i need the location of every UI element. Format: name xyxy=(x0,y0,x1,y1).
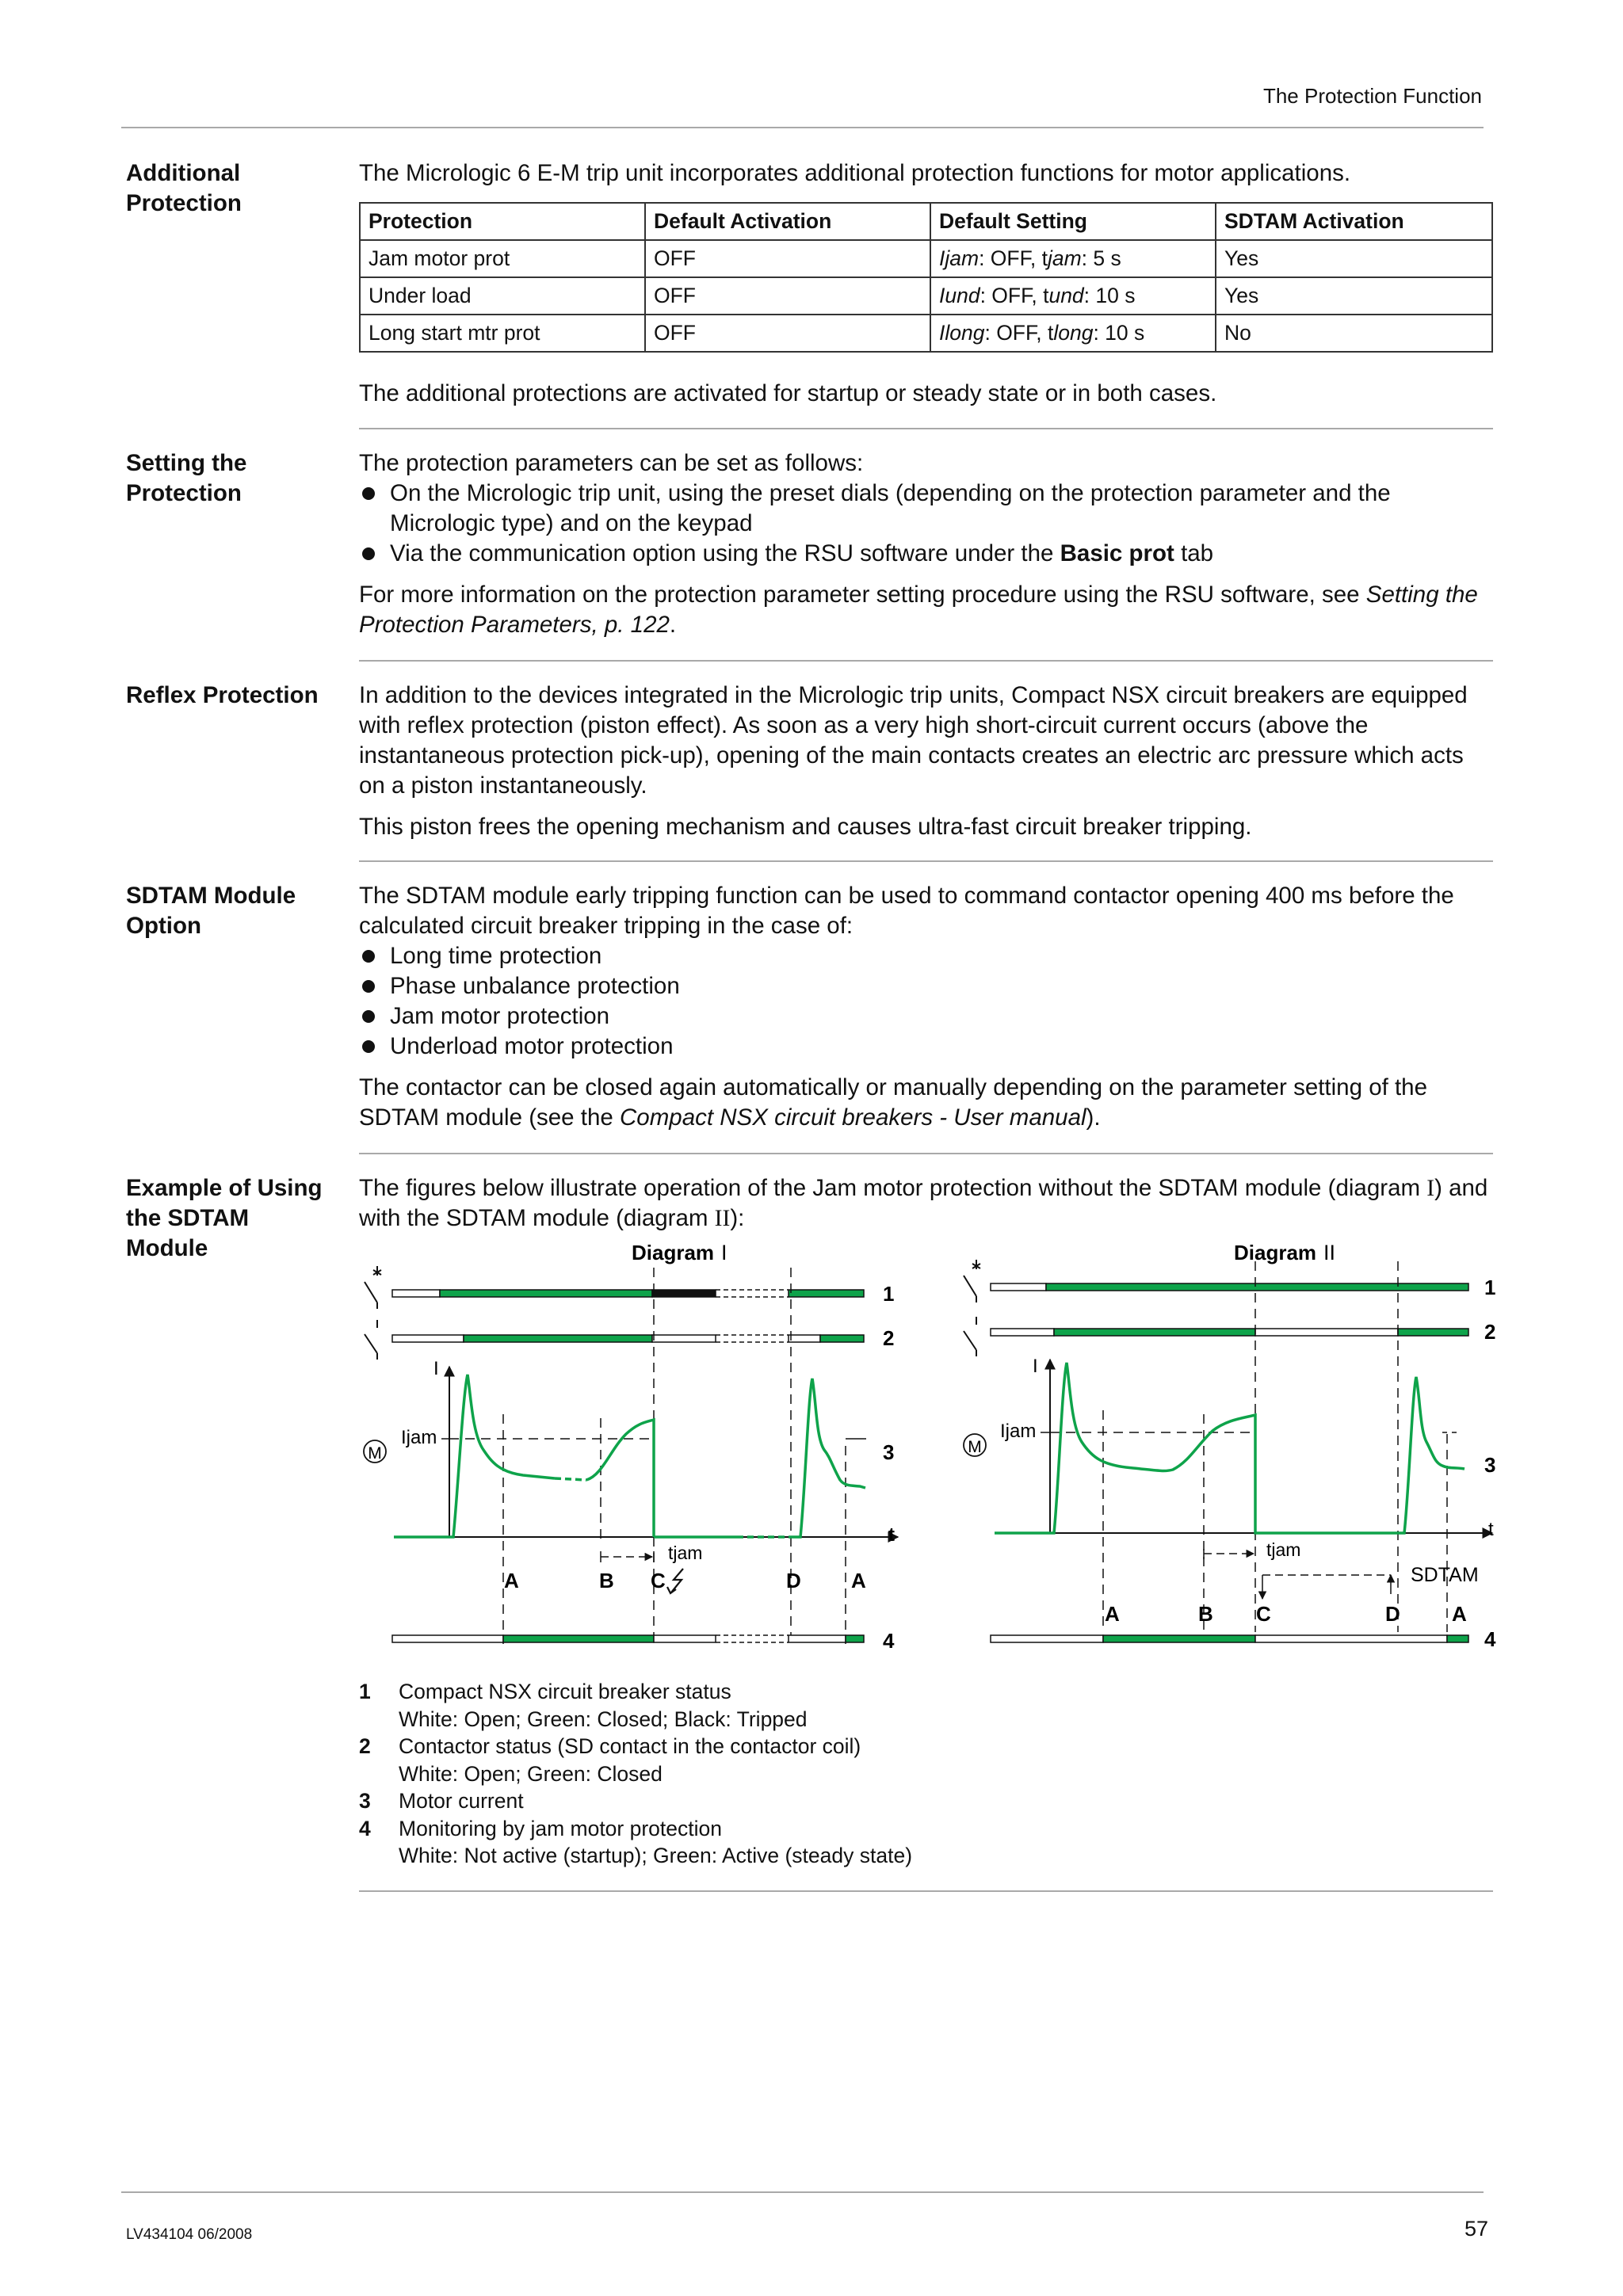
legend-item xyxy=(359,1760,1072,1788)
table-cell: OFF xyxy=(645,277,930,315)
more-text: . xyxy=(669,612,677,638)
list-item-text: Via the communication option using the RSU software under the xyxy=(390,540,1060,566)
setting-text: : 10 s xyxy=(1093,321,1145,345)
legend-item xyxy=(359,1842,1072,1870)
breaker-symbol xyxy=(365,1266,381,1309)
table-cell: Under load xyxy=(360,277,645,315)
column-header: SDTAM Activation xyxy=(1216,203,1492,240)
setting-intro: The protection parameters can be set as follows: xyxy=(359,450,864,476)
row-number: 3 xyxy=(1484,1453,1496,1477)
legend-text: Compact NSX circuit breaker status xyxy=(399,1680,731,1703)
legend-item xyxy=(359,1815,1072,1843)
point-label: D xyxy=(786,1569,801,1592)
more-text: For more information on the protection parameter setting procedure using the RSU software, see xyxy=(359,582,1366,608)
diagram-2 xyxy=(964,1241,1496,1651)
legend-text: Motor current xyxy=(399,1789,524,1813)
point-label: D xyxy=(1385,1602,1400,1626)
setting-param: Ijam xyxy=(939,246,980,270)
setting-text: : OFF, t xyxy=(979,246,1048,270)
point-label: A xyxy=(1105,1602,1120,1626)
breaker-status-bar xyxy=(991,1283,1468,1291)
footer-rule xyxy=(121,2191,1484,2193)
sdtam-intro: The SDTAM module early tripping function can be used to command contactor opening 400 ms before the calculated circuit breaker tripping in the case of: xyxy=(359,883,1454,939)
legend-item xyxy=(359,1678,1072,1706)
roman-numeral: II xyxy=(714,1206,731,1231)
point-label: A xyxy=(1452,1602,1467,1626)
diagram-title: Diagram xyxy=(632,1241,715,1264)
legend-text: Monitoring by jam motor protection xyxy=(399,1816,722,1840)
column-header: Protection xyxy=(360,203,645,240)
sdtam-label: SDTAM xyxy=(1411,1564,1479,1586)
legend-text: White: Open; Green: Closed; Black: Tripped xyxy=(399,1707,808,1731)
column-header: Default Setting xyxy=(930,203,1216,240)
motor-current-curve xyxy=(995,1363,1465,1533)
list-item: Long time protection xyxy=(359,941,1492,971)
diagram-title: Diagram xyxy=(1234,1241,1317,1264)
running-header: The Protection Function xyxy=(1262,84,1482,108)
row-number: 1 xyxy=(1484,1276,1496,1299)
setting-param: Iund xyxy=(939,284,980,307)
ijam-label: Ijam xyxy=(1000,1421,1037,1442)
section-label-setting: Setting the Protection xyxy=(126,450,247,506)
section-label-reflex: Reflex Protection xyxy=(126,682,319,708)
point-label: C xyxy=(651,1569,666,1592)
breaker-symbol xyxy=(964,1260,980,1302)
intro-text: ): xyxy=(730,1205,745,1231)
legend-text: White: Not active (startup); Green: Active (steady state) xyxy=(399,1844,913,1867)
legend-number: 4 xyxy=(359,1816,371,1840)
diagram-1 xyxy=(364,1241,898,1653)
motor-current-curve xyxy=(394,1375,555,1537)
contactor-symbol xyxy=(964,1317,976,1356)
legend-item xyxy=(359,1787,1072,1815)
diagram-numeral: I xyxy=(721,1241,727,1264)
diagram-numeral: II xyxy=(1323,1241,1336,1264)
additional-outro: The additional protections are activated for startup or steady state or in both cases. xyxy=(359,380,1217,406)
point-label: A xyxy=(504,1569,519,1592)
setting-param: long xyxy=(1053,321,1094,345)
setting-text: : OFF, t xyxy=(980,284,1049,307)
section-label-additional: Additional Protection xyxy=(126,160,242,216)
contactor-status-bar xyxy=(991,1329,1468,1336)
table-cell: Long start mtr prot xyxy=(360,315,645,352)
legend-text: White: Open; Green: Closed xyxy=(399,1761,663,1786)
table-cell: Yes xyxy=(1216,240,1492,277)
motor-icon-label: M xyxy=(968,1438,982,1456)
cross-reference-link[interactable]: Setting the Protection Parameters, p. 122 xyxy=(359,582,1478,638)
row-number: 2 xyxy=(883,1326,895,1350)
list-item: On the Micrologic trip unit, using the preset dials (depending on the protection parameter and the Micrologic type) and on the keypad xyxy=(359,479,1492,539)
legend-item xyxy=(359,1733,1072,1760)
legend-text: Contactor status (SD contact in the contactor coil) xyxy=(399,1734,861,1758)
setting-param: und xyxy=(1048,284,1084,307)
intro-text: The figures below illustrate operation of the Jam motor protection without the SDTAM module (diagram xyxy=(359,1175,1427,1201)
monitoring-bar xyxy=(392,1635,864,1642)
tjam-label: tjam xyxy=(668,1543,703,1563)
section-divider xyxy=(359,1890,1493,1892)
setting-param: jam xyxy=(1047,246,1082,270)
outro-text: ). xyxy=(1086,1104,1101,1131)
trip-lightning-icon xyxy=(671,1569,683,1592)
document-reference: LV434104 06/2008 xyxy=(126,2226,253,2243)
setting-text: : 10 s xyxy=(1083,284,1136,307)
current-axis-label: I xyxy=(1033,1356,1038,1377)
table-cell: OFF xyxy=(645,240,930,277)
legend-item xyxy=(359,1706,1072,1733)
row-number: 4 xyxy=(883,1629,895,1653)
legend-number: 2 xyxy=(359,1734,371,1758)
reflex-paragraph: In addition to the devices integrated in the Micrologic trip units, Compact NSX circuit breakers are equipped with reflex protection (piston effect). As soon as a very high short-circuit current occurs (above the instantaneous protection pick-up), opening of the main contacts creates an electric arc pressure which acts on a piston instantaneously. xyxy=(359,682,1468,799)
manual-reference: Compact NSX circuit breakers - User manual xyxy=(620,1104,1086,1131)
row-number: 1 xyxy=(883,1282,895,1306)
point-label: B xyxy=(1198,1602,1213,1626)
section-label-sdtam: SDTAM Module Option xyxy=(126,883,296,939)
reflex-paragraph: This piston frees the opening mechanism and causes ultra-fast circuit breaker tripping. xyxy=(359,814,1252,840)
row-number: 3 xyxy=(883,1440,895,1464)
table-cell: OFF xyxy=(645,315,930,352)
monitoring-bar xyxy=(991,1635,1468,1642)
ijam-label: Ijam xyxy=(401,1427,437,1448)
point-label: A xyxy=(851,1569,866,1592)
page-number: 57 xyxy=(1464,2217,1488,2241)
list-item: Phase unbalance protection xyxy=(359,971,1492,1001)
tjam-label: tjam xyxy=(1266,1539,1301,1560)
table-cell: Yes xyxy=(1216,277,1492,315)
setting-text: : OFF, t xyxy=(984,321,1054,345)
motor-icon-label: M xyxy=(368,1444,382,1463)
diagram-legend xyxy=(359,1678,1072,1870)
contactor-status-bar xyxy=(392,1335,864,1342)
legend-number: 3 xyxy=(359,1789,371,1813)
time-markers xyxy=(1103,1261,1447,1632)
legend-number: 1 xyxy=(359,1680,371,1703)
current-axis-label: I xyxy=(433,1358,439,1379)
additional-intro: The Micrologic 6 E-M trip unit incorporates additional protection functions for motor applications. xyxy=(359,160,1351,186)
row-number: 2 xyxy=(1484,1320,1496,1344)
section-label-example: Example of Using the SDTAM Module xyxy=(126,1175,323,1261)
roman-numeral: I xyxy=(1426,1176,1435,1201)
contactor-symbol xyxy=(365,1320,377,1360)
column-header: Default Activation xyxy=(645,203,930,240)
time-axis-label: t xyxy=(888,1524,895,1546)
list-item: Jam motor protection xyxy=(359,1001,1492,1032)
list-item: Underload motor protection xyxy=(359,1032,1492,1062)
point-label: B xyxy=(599,1569,614,1592)
tab-name: Basic prot xyxy=(1060,540,1174,566)
list-item-text: tab xyxy=(1174,540,1214,566)
time-axis-label: t xyxy=(1488,1519,1494,1540)
setting-text: : 5 s xyxy=(1081,246,1121,270)
breaker-status-bar xyxy=(392,1290,864,1297)
row-number: 4 xyxy=(1484,1627,1496,1651)
point-label: C xyxy=(1256,1602,1271,1626)
setting-param: Ilong xyxy=(939,321,985,345)
table-cell: No xyxy=(1216,315,1492,352)
outro-text: The contactor can be closed again automatically or manually depending on the parameter setting of the SDTAM module (see the xyxy=(359,1074,1427,1131)
table-cell: Jam motor prot xyxy=(360,240,645,277)
intro-text: ) and with the SDTAM module (diagram xyxy=(359,1175,1488,1231)
